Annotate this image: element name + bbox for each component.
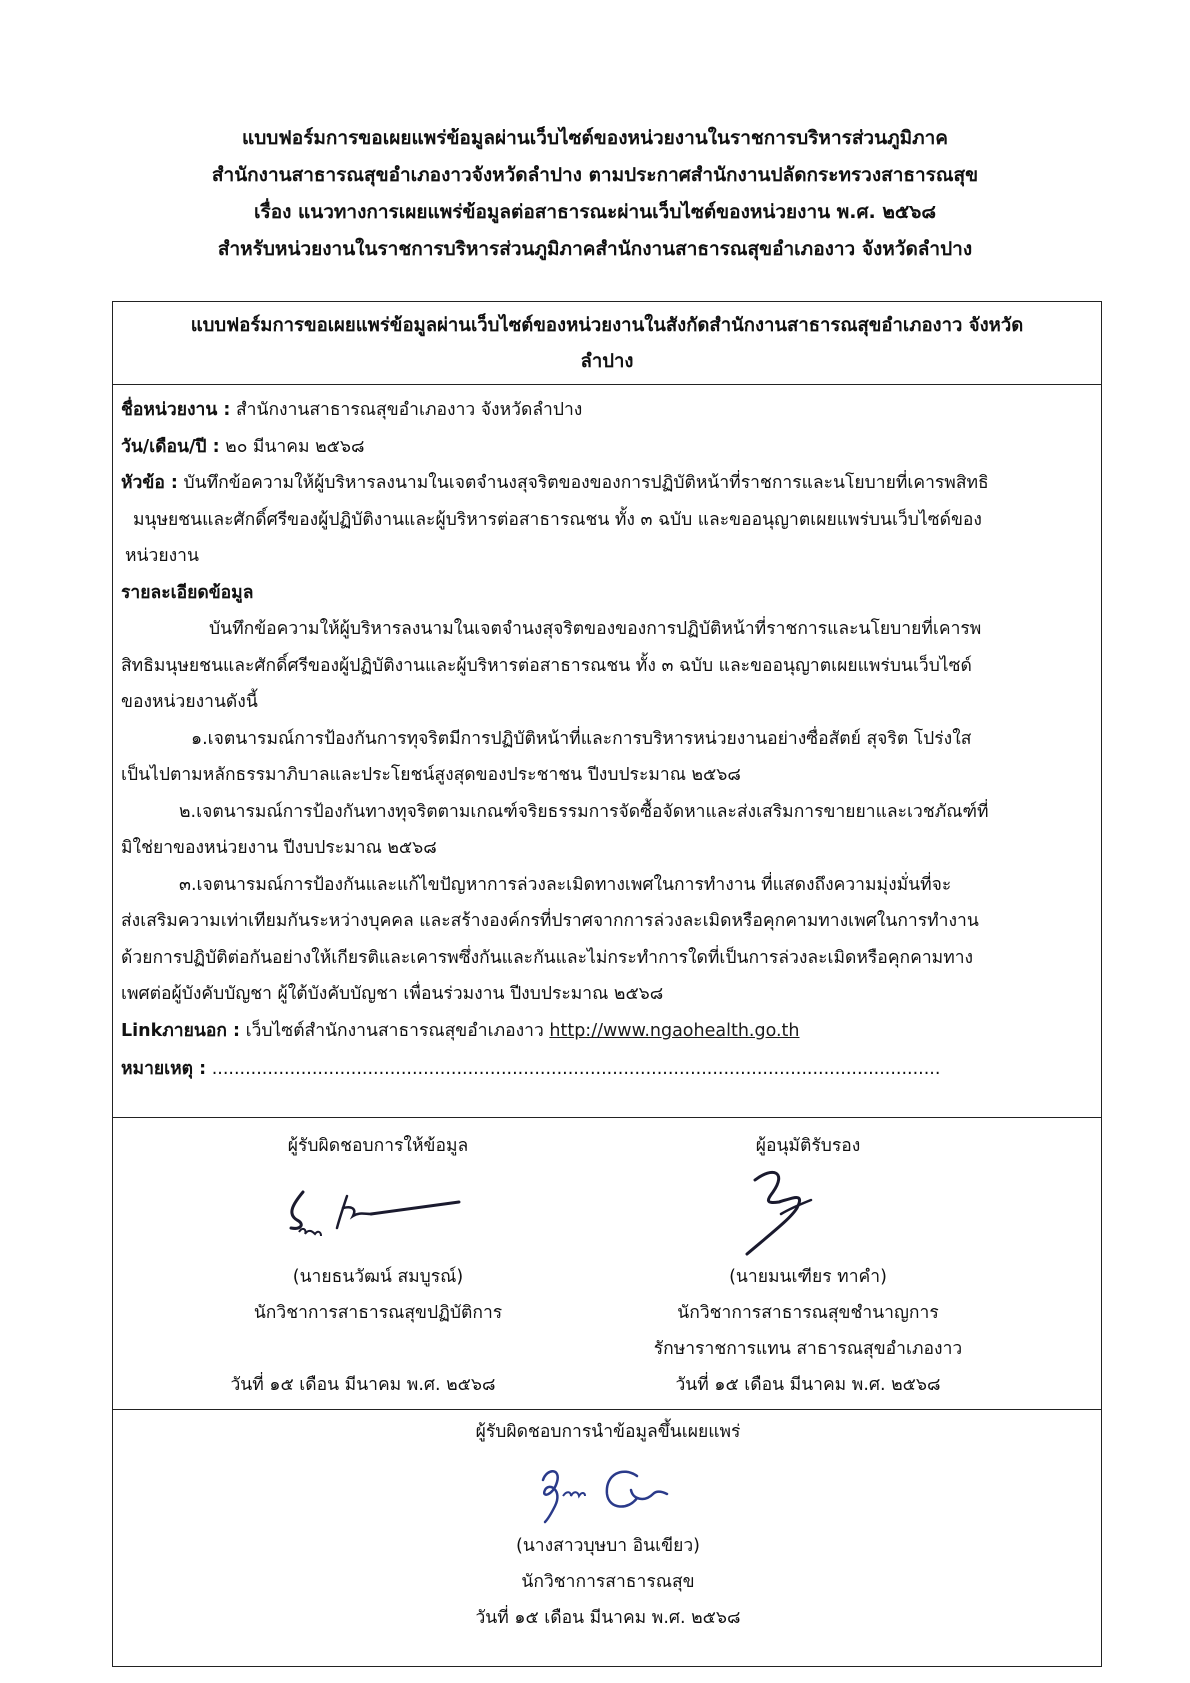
right-signer-role: ผู้อนุมัติรับรอง [755,1136,861,1156]
bottom-signer-date: วันที่ ๑๕ เดือน มีนาคม พ.ศ. ๒๕๖๘ [475,1608,741,1628]
link-text: เว็บไซต์สำนักงานสาธารณสุขอำเภองาว [240,1020,550,1041]
header-line-3: เรื่อง แนวทางการเผยแพร่ข้อมูลต่อสาธารณะผ่านเว็บไซต์ของหน่วยงาน พ.ศ. ๒๕๖๘ [254,201,936,223]
link-label: Linkภายนอก : [121,1020,241,1041]
date-row [121,429,1091,466]
detail-line: ของหน่วยงานดังนี้ [121,692,258,712]
topic-label: หัวข้อ : [121,473,178,493]
bottom-signer-name: (นางสาวบุษบา อินเขียว) [516,1536,700,1556]
detail-item-2: ๒.เจตนารมณ์การป้องกันทางทุจริตตามเกณฑ์จริยธรรมการจัดซื้อจัดหาและส่งเสริมการขายยาและเวชภัณฑ์ที่ [179,801,989,822]
topic-row [121,465,1091,502]
website-link[interactable]: http://www.ngaohealth.go.th [549,1020,800,1041]
note-dots: ................................................................................................................................... [206,1059,941,1079]
form-body [121,392,1091,1088]
detail-item-3: ๓.เจตนารมณ์การป้องกันและแก้ไขปัญหาการล่วงละเมิดทางเพศในการทำงาน ที่แสดงถึงความมุ่งมั่นที่จะ [179,874,952,895]
right-signer-name: (นายมนเฑียร ทาคำ) [729,1267,887,1287]
detail-line: เป็นไปตามหลักธรรมาภิบาลและประโยชน์สูงสุดของประชาชน ปีงบประมาณ ๒๕๖๘ [121,765,741,785]
topic-line-3: หน่วยงาน [125,546,199,566]
agency-row [121,392,1091,429]
bottom-signer-position: นักวิชาการสาธารณสุข [521,1572,695,1592]
form-title [113,302,1101,385]
form-title-line-1: แบบฟอร์มการขอเผยแพร่ข้อมูลผ่านเว็บไซต์ของหน่วยงานในสังกัดสำนักงานสาธารณสุขอำเภองาว จังหวัด [190,315,1024,336]
left-signature [281,1180,471,1254]
form-title-line-2: ลำปาง [580,351,634,372]
left-signer-date: วันที่ ๑๕ เดือน มีนาคม พ.ศ. ๒๕๖๘ [230,1375,496,1395]
header-line-1: แบบฟอร์มการขอเผยแพร่ข้อมูลผ่านเว็บไซต์ของหน่วยงานในราชการบริหารส่วนภูมิภาค [241,127,949,149]
date-value: ๒๐ มีนาคม ๒๕๖๘ [219,436,365,457]
detail-line: ส่งเสริมความเท่าเทียมกันระหว่างบุคคล และสร้างองค์กรที่ปราศจากการล่วงละเมิดหรือคุกคามทางเพศในการทำงาน [121,911,979,931]
link-row [121,1013,1091,1050]
note-label: หมายเหตุ : [121,1059,207,1079]
detail-item-1: ๑.เจตนารมณ์การป้องกันการทุจริตมีการปฏิบัติหน้าที่และการบริหารหน่วยงานอย่างซื่อสัตย์ สุจริต โปร่งใส [191,728,972,749]
right-signer-position: นักวิชาการสาธารณสุขชำนาญการ [677,1303,939,1323]
section-divider [113,1409,1101,1410]
bottom-signature [533,1460,683,1526]
detail-line: บันทึกข้อความให้ผู้บริหารลงนามในเจตจำนงสุจริตของของการปฏิบัติหน้าที่ราชการและนโยบายที่เคารพ [209,619,982,639]
bottom-signer-role: ผู้รับผิดชอบการนำข้อมูลขึ้นเผยแพร่ [475,1422,741,1442]
header-line-4: สำหรับหน่วยงานในราชการบริหารส่วนภูมิภาคสำนักงานสาธารณสุขอำเภองาว จังหวัดลำปาง [217,238,973,260]
detail-line: เพศต่อผู้บังคับบัญชา ผู้ใต้บังคับบัญชา เพื่อนร่วมงาน ปีงบประมาณ ๒๕๖๘ [121,984,664,1004]
section-divider [113,1117,1101,1118]
agency-label: ชื่อหน่วยงาน : [121,400,231,420]
document-header [100,120,1090,268]
left-signer-role: ผู้รับผิดชอบการให้ข้อมูล [287,1136,469,1156]
header-line-2: สำนักงานสาธารณสุขอำเภองาวจังหวัดลำปาง ตามประกาศสำนักงานปลัดกระทรวงสาธารณสุข [211,164,979,186]
right-signature [733,1162,833,1262]
detail-line: สิทธิมนุษยชนและศักดิ์ศรีของผู้ปฏิบัติงานและผู้บริหารต่อสาธารณชน ทั้ง ๓ ฉบับ และขออนุญาตเผยแพร่บนเว็บไซด์ [121,655,972,676]
right-signer-acting: รักษาราชการแทน สาธารณสุขอำเภองาว [653,1339,963,1359]
topic-line-1: บันทึกข้อความให้ผู้บริหารลงนามในเจตจำนงสุจริตของของการปฏิบัติหน้าที่ราชการและนโยบายที่เคารพสิทธิ [177,473,989,493]
agency-value: สำนักงานสาธารณสุขอำเภองาว จังหวัดลำปาง [230,400,583,420]
form-box [112,301,1102,1667]
right-signer-date: วันที่ ๑๕ เดือน มีนาคม พ.ศ. ๒๕๖๘ [675,1375,941,1395]
detail-line: ด้วยการปฏิบัติต่อกันอย่างให้เกียรติและเคารพซึ่งกันและกันและไม่กระทำการใดที่เป็นการล่วงละเมิดหรือคุกคามทาง [121,947,974,968]
topic-line-2: มนุษยชนและศักดิ์ศรีของผู้ปฏิบัติงานและผู้บริหารต่อสาธารณชน ทั้ง ๓ ฉบับ และขออนุญาตเผยแพร่บนเว็บไซด์ของ [133,509,982,530]
note-row [121,1051,1091,1088]
left-signer-name: (นายธนวัฒน์ สมบูรณ์) [292,1267,464,1287]
date-label: วัน/เดือน/ปี : [121,436,220,457]
details-label: รายละเอียดข้อมูล [121,582,254,603]
detail-line: มิใช่ยาของหน่วยงาน ปีงบประมาณ ๒๕๖๘ [121,838,437,858]
left-signer-position: นักวิชาการสาธารณสุขปฏิบัติการ [253,1303,503,1323]
